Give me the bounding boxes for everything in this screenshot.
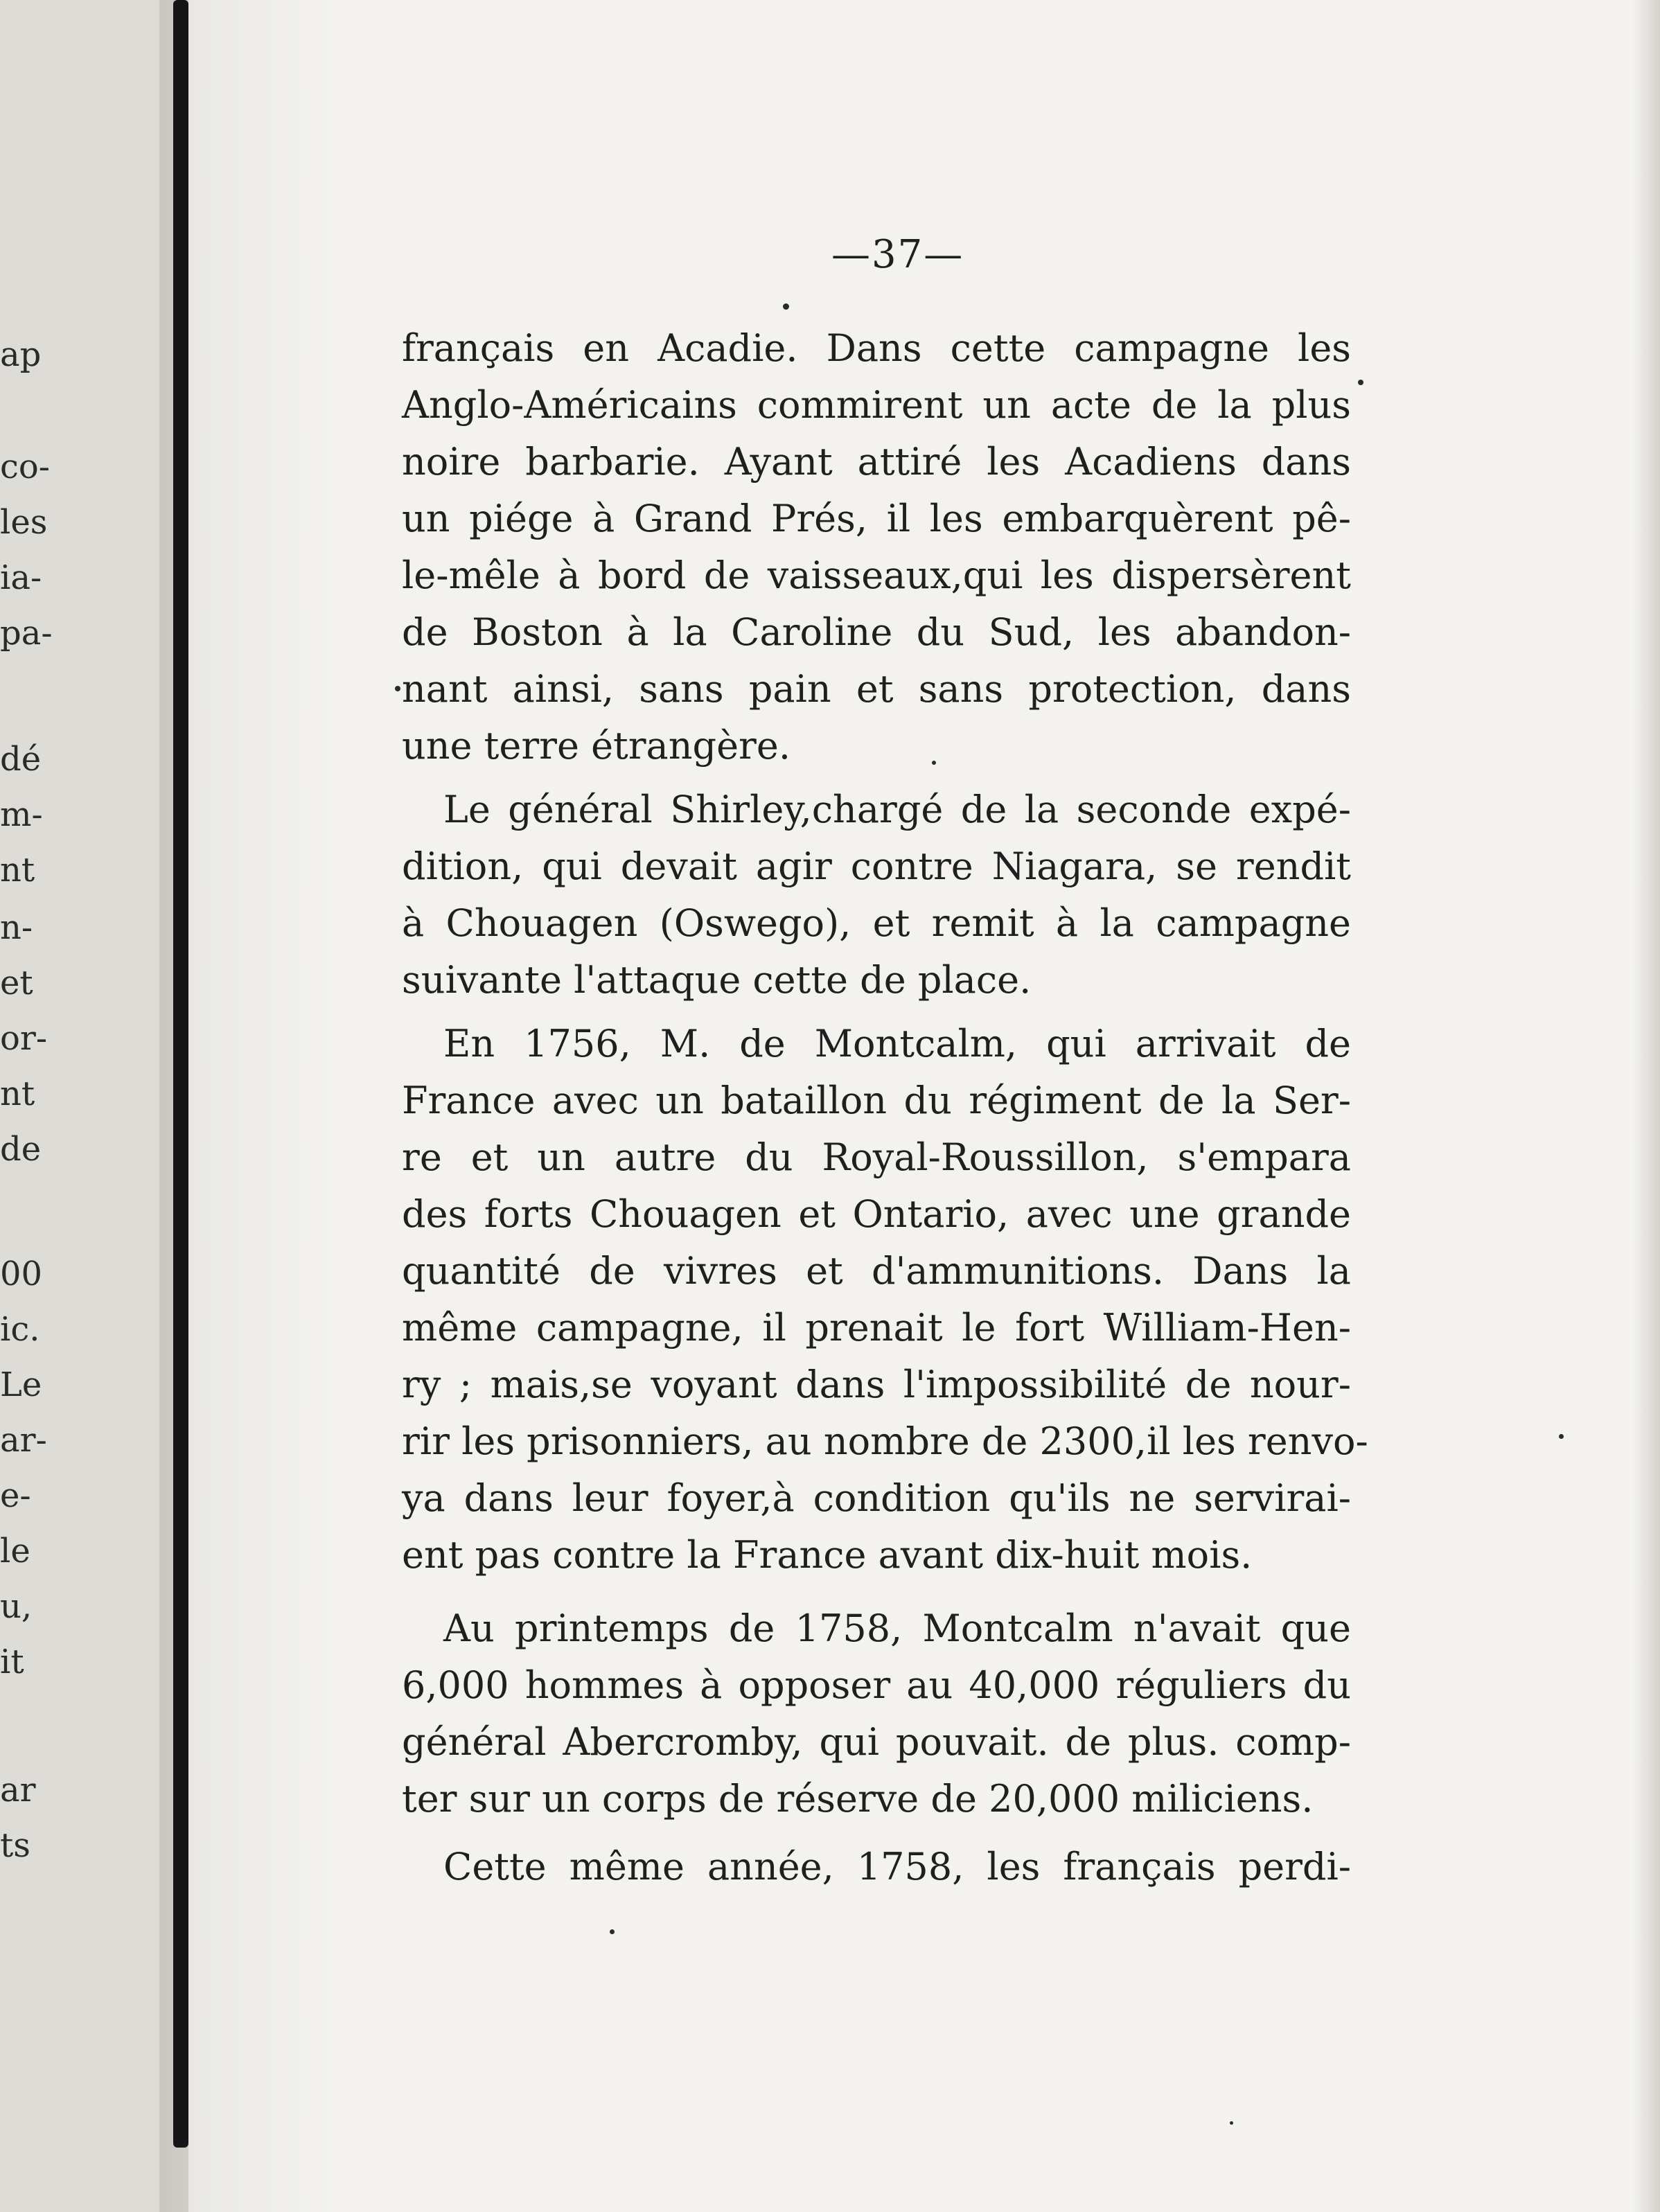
margin-fragment: Le	[0, 1365, 42, 1404]
margin-fragment: ic.	[0, 1310, 40, 1349]
text-line: ya dans leur foyer,à condition qu'ils ne servirai-	[402, 1476, 1351, 1520]
text-line: dition, qui devait agir contre Niagara, se rendit	[402, 844, 1351, 888]
margin-fragment: co-	[0, 448, 50, 486]
text-line: noire barbarie. Ayant attiré les Acadiens dans	[402, 440, 1351, 484]
text-line: à Chouagen (Oswego), et remit à la campagne	[402, 901, 1351, 945]
margin-fragment: nt	[0, 851, 35, 890]
paragraph	[402, 781, 1351, 1009]
text-line: Au printemps de 1758, Montcalm n'avait que	[443, 1607, 1351, 1650]
margin-fragment: nt	[0, 1074, 35, 1113]
margin-fragment: it	[0, 1643, 24, 1681]
text-line: re et un autre du Royal-Roussillon, s'empara	[402, 1135, 1351, 1179]
margin-fragment: or-	[0, 1019, 48, 1058]
margin-fragment: de	[0, 1130, 42, 1169]
binding-line	[173, 0, 188, 2148]
text-line: un piége à Grand Prés, il les embarquèrent pê-	[402, 497, 1351, 540]
paragraph	[402, 1016, 1368, 1584]
paragraph	[402, 320, 1351, 775]
scan-speck	[395, 686, 400, 691]
paragraph	[402, 1839, 1351, 1895]
text-line: suivante l'attaque cette de place.	[402, 958, 1032, 1002]
page-edge-shadow	[1632, 0, 1660, 2212]
text-line: même campagne, il prenait le fort William-Hen-	[402, 1306, 1351, 1350]
scan-speck	[610, 1929, 615, 1934]
margin-fragment: e-	[0, 1476, 31, 1515]
text-line: rir les prisonniers, au nombre de 2300,il les renvo-	[402, 1419, 1368, 1463]
text-line: Le général Shirley,chargé de la seconde expé-	[443, 788, 1351, 831]
left-page-edge	[0, 0, 170, 2212]
page-number: —37—	[831, 232, 964, 277]
margin-fragment: ia-	[0, 558, 42, 597]
text-line: une terre étrangère.	[402, 724, 791, 768]
text-line: général Abercromby, qui pouvait. de plus. comp-	[402, 1720, 1351, 1764]
margin-fragment: ts	[0, 1826, 30, 1865]
margin-fragment: u,	[0, 1587, 33, 1626]
text-line: Cette même année, 1758, les français perdi-	[443, 1845, 1351, 1888]
margin-fragment: les	[0, 503, 48, 542]
text-line: de Boston à la Caroline du Sud, les abandon-	[402, 610, 1351, 654]
margin-fragment: pa-	[0, 614, 53, 653]
text-line: France avec un bataillon du régiment de la Ser-	[402, 1079, 1351, 1122]
margin-fragment: ar	[0, 1771, 36, 1810]
text-line: Anglo-Américains commirent un acte de la plus	[402, 383, 1351, 427]
scan-speck	[1559, 1434, 1564, 1439]
text-line: nant ainsi, sans pain et sans protection, dans	[402, 667, 1351, 711]
text-line: 6,000 hommes à opposer au 40,000 réguliers du	[402, 1663, 1351, 1707]
text-line: français en Acadie. Dans cette campagne les	[402, 326, 1351, 370]
text-line: le-mêle à bord de vaisseaux,qui les dispersèrent	[402, 554, 1351, 597]
margin-fragment: dé	[0, 740, 42, 779]
text-line: quantité de vivres et d'ammunitions. Dans la	[402, 1249, 1351, 1293]
margin-fragment: et	[0, 964, 33, 1002]
text-line: ent pas contre la France avant dix-huit mois.	[402, 1533, 1253, 1577]
margin-fragment: m-	[0, 795, 43, 834]
scan-speck	[1230, 2121, 1233, 2125]
text-line: des forts Chouagen et Ontario, avec une grande	[402, 1192, 1351, 1236]
margin-fragment: ar-	[0, 1421, 47, 1460]
text-line: ter sur un corps de réserve de 20,000 miliciens.	[402, 1777, 1314, 1821]
text-line: ry ; mais,se voyant dans l'impossibilité de nour-	[402, 1363, 1351, 1406]
text-line: En 1756, M. de Montcalm, qui arrivait de	[443, 1022, 1351, 1065]
margin-fragment: le	[0, 1532, 30, 1570]
paragraph	[402, 1600, 1351, 1828]
scan-speck	[1358, 380, 1363, 385]
margin-fragment: ap	[0, 335, 42, 374]
margin-fragment: n-	[0, 908, 33, 947]
scan-speck	[932, 761, 936, 765]
margin-fragment: 00	[0, 1255, 43, 1293]
scan-speck	[783, 303, 789, 310]
